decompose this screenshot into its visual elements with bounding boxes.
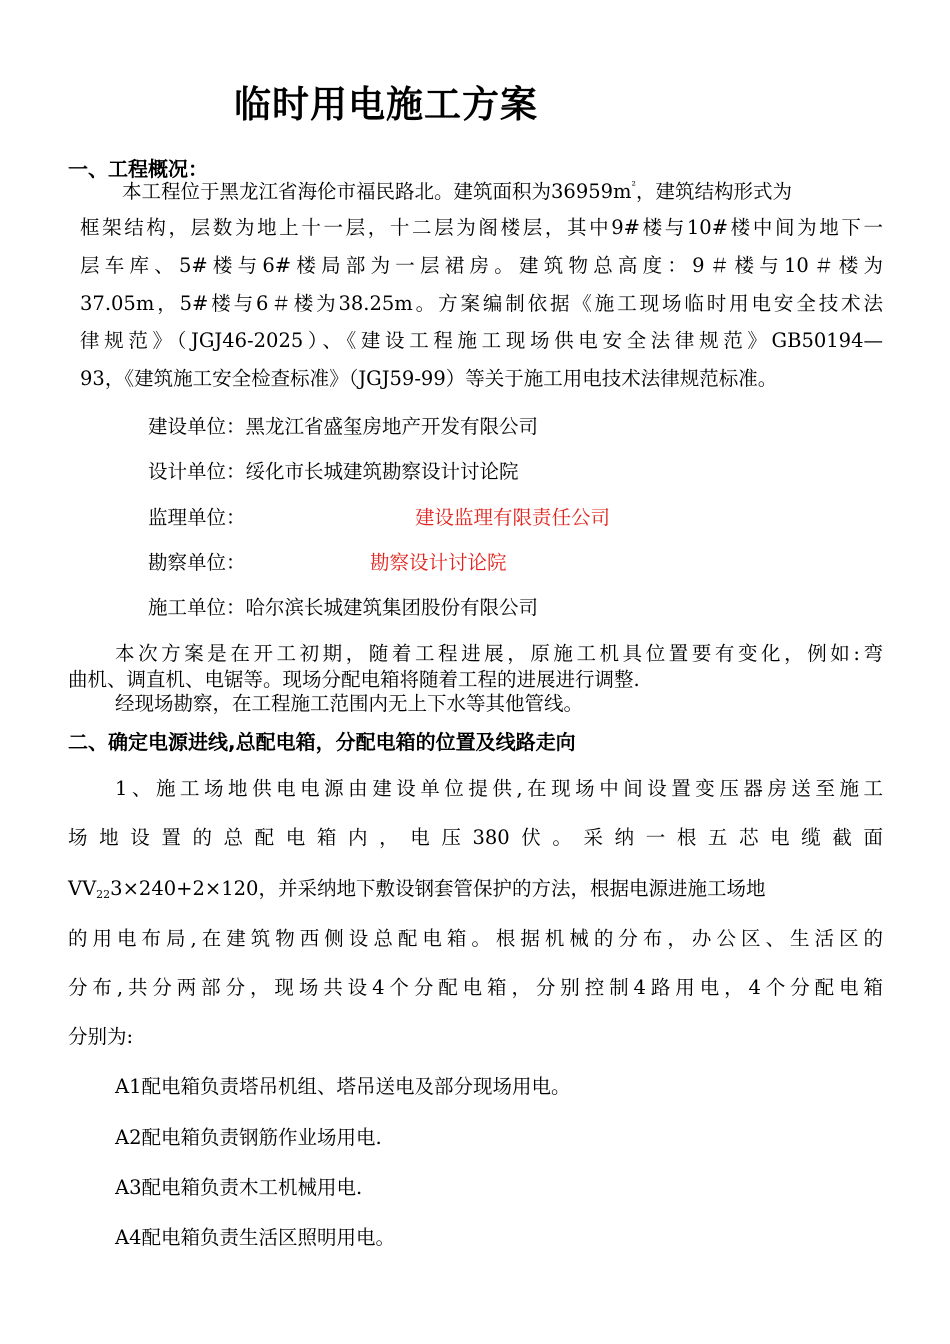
unit-row-design: 设计单位：绥化市长城建筑勘察设计讨论院	[148, 460, 519, 483]
section-heading-overview: 一、工程概况：	[68, 157, 208, 181]
overview-line: 37.05m，5#楼与6＃楼为38.25m。方案编制依据《施工现场临时用电安全技术法	[80, 292, 883, 315]
page-title: 临时用电施工方案	[234, 83, 538, 126]
unit-row-construction: 建设单位：黑龙江省盛玺房地产开发有限公司	[148, 415, 539, 438]
unit-row-builder: 施工单位：哈尔滨长城建筑集团股份有限公司	[148, 596, 539, 619]
list-item: A3配电箱负责木工机械用电.	[115, 1176, 363, 1199]
overview-line: 93，《建筑施工安全检查标准》（JGJ59-99）等关于施工用电技术法律规范标准。	[80, 367, 778, 390]
plan-note-line: 本次方案是在开工初期，随着工程进展，原施工机具位置要有变化，例如:弯	[115, 642, 883, 665]
power-line: 1、施工场地供电电源由建设单位提供,在现场中间设置变压器房送至施工	[115, 777, 883, 800]
unit-value-supervision: 建设监理有限责任公司	[415, 506, 611, 529]
section-heading-power: 二、确定电源进线,总配电箱，分配电箱的位置及线路走向	[68, 730, 576, 754]
power-line: $VV_{22}3\times 240+2\times 120$，并采纳地下敷设钢套管保护的方法，根据电源进施工场地	[68, 877, 766, 901]
plan-note-line: 曲机、调直机、电锯等。现场分配电箱将随着工程的进展进行调整.	[68, 668, 640, 691]
unit-value-survey: 勘察设计讨论院	[370, 551, 507, 574]
overview-line: 律规范》（JGJ46-2025）、《建设工程施工现场供电安全法律规范》GB50194—	[80, 329, 883, 352]
power-line: 分布,共分两部分，现场共设4个分配电箱，分别控制4路用电，4个分配电箱	[68, 976, 883, 999]
plan-note-line: 经现场勘察，在工程施工范围内无上下水等其他管线。	[115, 692, 584, 715]
unit-label-survey: 勘察单位：	[148, 551, 246, 574]
power-line: 场地设置的总配电箱内，电压380伏。采纳一根五芯电缆截面	[68, 826, 883, 849]
unit-label-supervision: 监理单位：	[148, 506, 246, 529]
power-line: 分别为:	[68, 1025, 134, 1048]
overview-line: 本工程位于黑龙江省海伦市福民路北。建筑面积为$36959m^{^2}$，建筑结构形式为	[122, 179, 792, 203]
list-item: A2配电箱负责钢筋作业场用电.	[115, 1126, 382, 1149]
overview-line: 层车库、5#楼与6#楼局部为一层裙房。建筑物总高度：9＃楼与10＃楼为	[80, 254, 883, 277]
overview-line: 框架结构，层数为地上十一层，十二层为阁楼层，其中9#楼与10#楼中间为地下一	[80, 216, 883, 239]
list-item: A4配电箱负责生活区照明用电。	[115, 1226, 395, 1249]
list-item: A1配电箱负责塔吊机组、塔吊送电及部分现场用电。	[115, 1075, 571, 1098]
power-line: 的用电布局,在建筑物西侧设总配电箱。根据机械的分布，办公区、生活区的	[68, 927, 883, 950]
